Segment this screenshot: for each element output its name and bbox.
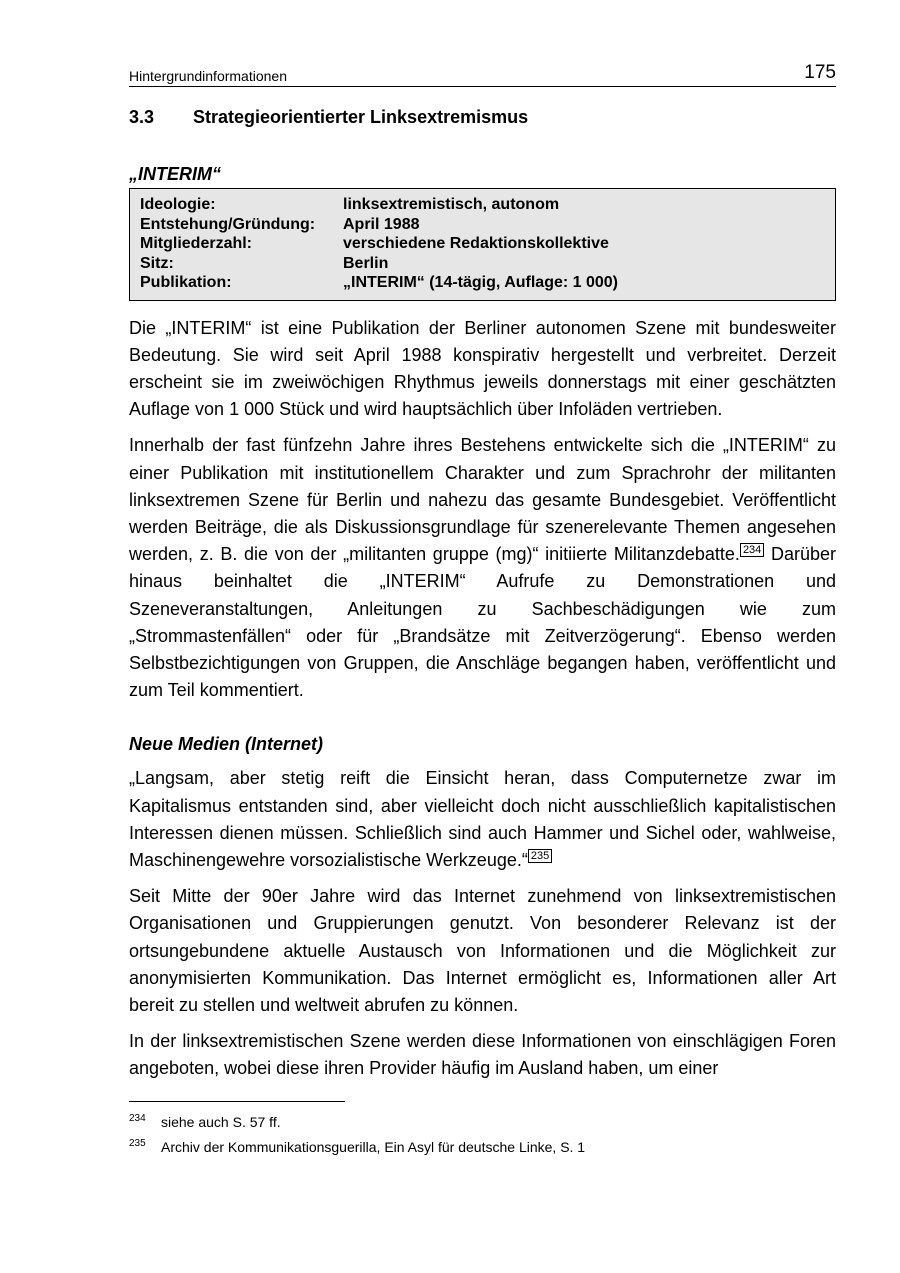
- paragraph-text: Innerhalb der fast fünfzehn Jahre ihres Bestehens entwickelte sich die „INTERIM“ zu einer Publikation mit institutionellem Charakter und zum Sprachrohr der militanten linksextremen Szene für Berlin und nahezu das gesamte Bundesgebiet. Veröffentlicht werden Beiträge, die als Diskussionsgrundlage für szenerelevante Themen angesehen werden, z. B. die von der „militanten gruppe (mg)“ initiierte Militanzdebatte.: [129, 435, 836, 565]
- info-value: „INTERIM“ (14-tägig, Auflage: 1 000): [343, 274, 618, 291]
- body-paragraph: Seit Mitte der 90er Jahre wird das Internet zunehmend von linksextremistischen Organisationen und Gruppierungen genutzt. Von besonderer Relevanz ist der ortsungebundene aktuelle Austausch von Informationen und die Möglichkeit zur anonymisierten Kommunikation. Das Internet ermöglicht es, Informationen aller Art bereit zu stellen und weltweit abrufen zu können.: [129, 886, 836, 1015]
- subsection-heading: Neue Medien (Internet): [129, 734, 324, 755]
- footnote-number: 234: [129, 1112, 146, 1124]
- quote-paragraph: [129, 765, 836, 874]
- footnotes: [129, 1114, 836, 1155]
- footnote: [129, 1114, 836, 1130]
- body-paragraph: In der linksextremistischen Szene werden diese Informationen von einschlägigen Foren angeboten, wobei diese ihren Provider häufig im Ausland haben, um einer: [129, 1031, 836, 1079]
- info-label: Sitz:: [140, 254, 174, 272]
- section-number: 3.3: [129, 107, 155, 127]
- quote-text: „Langsam, aber stetig reift die Einsicht heran, dass Computernetze zwar im Kapitalismus entstanden sind, aber vielleicht doch nicht ausschließlich kapitalistischen Interessen dienen müssen. Schließlich sind auch Hammer und Sichel oder, wahlweise, Maschinengewehre vorsozialistische Werkzeuge.“: [129, 768, 836, 870]
- info-row: [140, 273, 825, 293]
- info-value: linksextremistisch, autonom: [343, 196, 560, 213]
- page-header: [129, 62, 836, 87]
- info-row: [140, 254, 825, 274]
- info-value: Berlin: [343, 254, 389, 272]
- info-row: [140, 215, 825, 235]
- info-label: Ideologie:: [140, 196, 216, 213]
- page-number: 175: [804, 62, 836, 83]
- info-label: Publikation:: [140, 274, 232, 291]
- footnote-text: siehe auch S. 57 ff.: [161, 1113, 281, 1130]
- info-value: verschiedene Redaktionskollektive: [343, 235, 609, 252]
- info-value: April 1988: [343, 215, 420, 233]
- footnote-reference[interactable]: 235: [528, 849, 552, 863]
- info-row: [140, 234, 825, 254]
- body-paragraph: [129, 432, 836, 704]
- footnote: [129, 1139, 836, 1155]
- footnote-text: Archiv der Kommunikationsguerilla, Ein Asyl für deutsche Linke, S. 1: [161, 1138, 586, 1155]
- section-heading: [129, 107, 836, 128]
- document-page: [129, 62, 836, 1164]
- info-row: [140, 195, 825, 215]
- info-label: Mitgliederzahl:: [140, 235, 253, 252]
- section-title: Strategieorientierter Linksextremismus: [193, 107, 529, 127]
- footnote-number: 235: [129, 1137, 146, 1149]
- footnote-reference[interactable]: 234: [740, 543, 764, 557]
- footnote-divider: [129, 1101, 345, 1102]
- paragraph-text: Darüber hinaus beinhaltet die „INTERIM“ Aufrufe zu Demonstrationen und Szeneveranstaltungen, Anleitungen zu Sachbeschädigungen wie zum „Strommastenfällen“ oder für „Brandsätze mit Zeitverzögerung“. Ebenso werden Selbstbezichtigungen von Gruppen, die Anschläge begangen haben, veröffentlicht und zum Teil kommentiert.: [129, 544, 836, 701]
- organization-name: „INTERIM“: [129, 164, 221, 184]
- body-paragraph: Die „INTERIM“ ist eine Publikation der Berliner autonomen Szene mit bundesweiter Bedeutung. Sie wird seit April 1988 konspirativ hergestellt und verbreitet. Derzeit erscheint sie im zweiwöchigen Rhythmus jeweils donnerstags mit einer geschätzten Auflage von 1 000 Stück und wird hauptsächlich über Infoläden vertrieben.: [129, 317, 836, 420]
- running-header: Hintergrundinformationen: [129, 68, 287, 84]
- organization-infobox: [129, 188, 836, 301]
- info-label: Entstehung/Gründung:: [140, 215, 316, 233]
